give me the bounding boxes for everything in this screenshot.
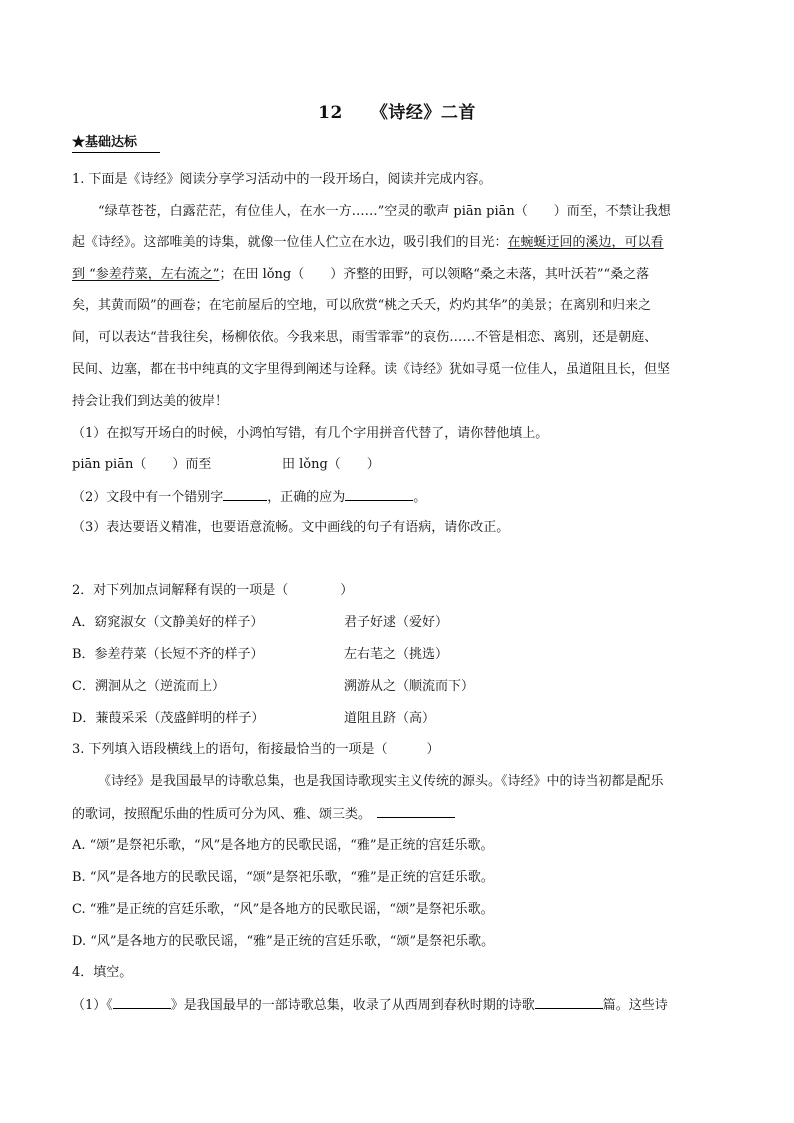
q1-passage-line-4: 矣，其黄而陨”的画卷；在宅前屋后的空地，可以欣赏“桃之夭夭，灼灼其华”的美景；在离别和归来之	[72, 298, 651, 313]
q4-sub1-text: 篇。这些诗	[602, 998, 668, 1013]
q2-option-d-right: 道阻且跻（高）	[344, 711, 436, 726]
q3-passage-line-1: 《诗经》是我国最早的诗歌总集，也是我国诗歌现实主义传统的源头。《诗经》中的诗当初都是配乐	[98, 774, 664, 789]
page-title	[0, 98, 794, 123]
section-heading-text: ★基础达标	[72, 135, 138, 150]
q2-option-a[interactable]: A．窈窕淑女（文静美好的样子）	[72, 615, 264, 630]
q1-sub1: （1）在拟写开场白的时候，小鸿怕写错，有几个字用拼音代替了，请你替他填上。	[72, 426, 549, 441]
q1-sub2-blank-correct-char[interactable]	[345, 489, 413, 501]
q2-option-d[interactable]: D．蒹葭采采（茂盛鲜明的样子）	[72, 711, 265, 726]
lesson-number: 12	[318, 103, 343, 123]
q3-option-d[interactable]: D. “风”是各地方的民歌民谣，“雅”是正统的宫廷乐歌，“颂”是祭祀乐歌。	[72, 934, 495, 949]
q4-sub1-text: 》是我国最早的一部诗歌总集，收录了从西周到春秋时期的诗歌	[170, 998, 535, 1013]
q2-stem: 2．对下列加点词解释有误的一项是（ ）	[72, 583, 354, 598]
q1-passage-line-3	[72, 267, 649, 283]
q2-option-a-right: 君子好逑（爱好）	[344, 615, 449, 630]
q2-option-c-right: 溯游从之（顺流而下）	[344, 679, 475, 694]
q1-sub2-text: （2）文段中有一个错别字	[72, 490, 224, 505]
q3-option-b[interactable]: B. “风”是各地方的民歌民谣，“颂”是祭祀乐歌，“雅”是正统的宫廷乐歌。	[72, 870, 494, 885]
q1-passage-text: 起《诗经》。这部唯美的诗集，就像一位佳人伫立在水边，吸引我们的目光：	[72, 235, 508, 250]
q3-stem: 3. 下列填入语段横线上的语句，衔接最恰当的一项是（ ）	[72, 742, 440, 757]
q3-passage-line-2	[72, 806, 455, 823]
q1-passage-text: ；在田 lǒng（ ）齐整的田野，可以领略“桑之未落，其叶沃若”“桑之落	[219, 267, 650, 282]
q1-sub2-text: 。	[413, 490, 427, 505]
lesson-title: 《诗经》二首	[370, 103, 476, 123]
q1-passage-line-1: “绿草苍苍，白露茫茫，有位佳人，在水一方……”空灵的歌声 piān piān（ ）而至，不禁让我想	[98, 204, 671, 219]
q2-option-b[interactable]: B．参差荇菜（长短不齐的样子）	[72, 647, 264, 662]
q4-sub1-text: （1）《	[72, 998, 113, 1013]
q1-sub2-blank-wrong-char[interactable]	[223, 489, 267, 501]
q4-sub1	[72, 997, 668, 1014]
q3-answer-blank[interactable]	[377, 806, 455, 818]
q3-option-a[interactable]: A. “颂”是祭祀乐歌，“风”是各地方的民歌民谣，“雅”是正统的宫廷乐歌。	[72, 838, 494, 853]
section-heading	[72, 135, 137, 151]
section-heading-underline	[72, 152, 160, 153]
q1-sub1-blank-b[interactable]: 田 lǒng（ ）	[282, 457, 380, 472]
q1-passage-line-7: 持会让我们到达美的彼岸！	[72, 394, 229, 409]
q4-sub1-blank-book[interactable]	[113, 997, 171, 1009]
q1-underlined-sentence-part2: 到 “参差荇菜，左右流之”	[72, 267, 220, 282]
q1-sub3: （3）表达要语义精准，也要语意流畅。文中画线的句子有语病，请你改正。	[72, 520, 510, 535]
q1-passage-line-2	[72, 235, 664, 251]
q1-stem: 1. 下面是《诗经》阅读分享学习活动中的一段开场白，阅读并完成内容。	[72, 172, 492, 187]
q1-passage-line-6: 民间、边塞，都在书中纯真的文字里得到阐述与诠释。读《诗经》犹如寻觅一位佳人，虽道阻且长，但坚	[72, 362, 671, 377]
q1-sub1-blank-a[interactable]: piān piān（ ）而至	[72, 457, 212, 472]
q3-passage-text: 的歌词，按照配乐曲的性质可分为风、雅、颂三类。	[72, 807, 372, 822]
q4-sub1-blank-count[interactable]	[535, 997, 603, 1009]
q1-sub2-text: ，正确的应为	[267, 490, 346, 505]
q2-option-c[interactable]: C．溯洄从之（逆流而上）	[72, 679, 225, 694]
q4-stem: 4．填空。	[72, 965, 133, 980]
q3-option-c[interactable]: C. “雅”是正统的宫廷乐歌，“风”是各地方的民歌民谣，“颂”是祭祀乐歌。	[72, 902, 494, 917]
q2-option-b-right: 左右芼之（挑选）	[344, 647, 449, 662]
q1-sub2	[72, 489, 426, 506]
q1-underlined-sentence-part1: 在蜿蜒迂回的溪边，可以看	[507, 235, 664, 250]
q1-passage-line-5: 间，可以表达“昔我往矣，杨柳依依。今我来思，雨雪霏霏”的哀伤……不管是相恋、离别，还是朝庭、	[72, 330, 658, 345]
